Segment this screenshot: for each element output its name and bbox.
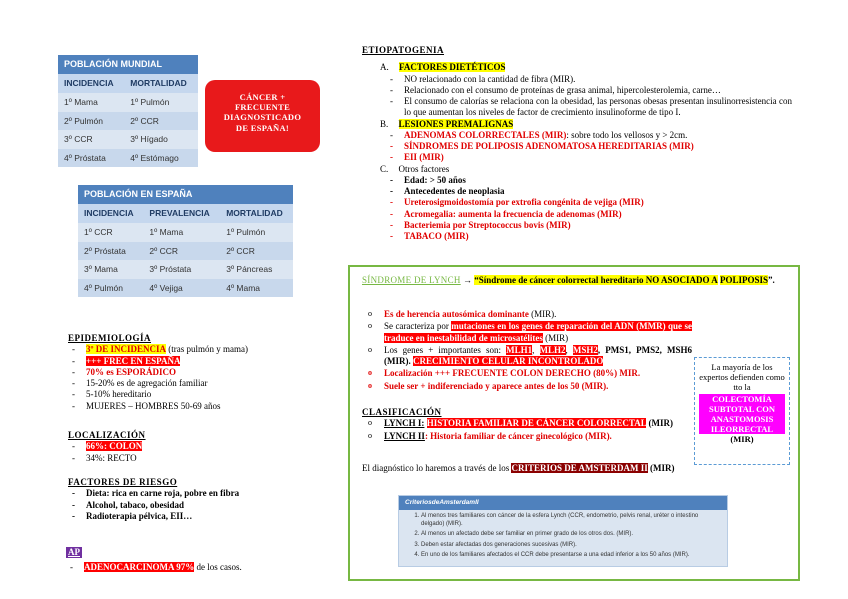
col-header: INCIDENCIA bbox=[78, 204, 143, 223]
list-item bbox=[362, 418, 692, 429]
lynch-syndrome-box bbox=[348, 265, 800, 581]
amsterdam-criteria-box bbox=[398, 495, 728, 567]
list-item: o Suele ser + indiferenciado y aparece antes de los 50 (MIR). bbox=[362, 381, 692, 392]
text: ADENOMAS COLORRECTALES (MIR) bbox=[404, 129, 567, 140]
list-item bbox=[68, 367, 308, 378]
list-item: - 5-10% hereditario bbox=[68, 389, 308, 400]
text: ”. bbox=[768, 275, 775, 285]
text: 70% es ESPORÁDICO bbox=[86, 366, 177, 377]
list-item: - SÍNDROMES DE POLIPOSIS ADENOMATOSA HEREDITARIAS (MIR) bbox=[386, 141, 792, 152]
callout-line: DIAGNOSTICADO bbox=[223, 112, 302, 123]
table-cell: 1º CCR bbox=[78, 223, 143, 242]
text: (MIR) bbox=[646, 418, 673, 429]
text: El diagnóstico lo haremos a través de los bbox=[362, 463, 512, 473]
criteria-item: 3. Deben estar afectadas dos generaciones sucesivas (MIR). bbox=[421, 542, 719, 550]
col-header: PREVALENCIA bbox=[143, 204, 220, 223]
list-item bbox=[386, 130, 792, 141]
gene: MLH2 bbox=[539, 344, 566, 355]
col-header: MORTALIDAD bbox=[220, 204, 293, 223]
list-item: - Edad: > 50 años bbox=[386, 175, 792, 186]
list-item bbox=[68, 344, 308, 355]
subsection-title: LESIONES PREMALIGNAS bbox=[398, 118, 514, 129]
list-item: - EII (MIR) bbox=[386, 152, 792, 163]
text: Es de herencia autosómica dominante bbox=[384, 309, 529, 319]
table-cell: 1º Pulmón bbox=[220, 223, 293, 242]
list-item bbox=[68, 441, 308, 452]
highlight: 3º DE INCIDENCIA bbox=[86, 344, 166, 355]
list-item: - Radioterapia pélvica, EII… bbox=[68, 511, 328, 522]
gene: MLH1 bbox=[506, 344, 533, 355]
section-heading: ETIOPATOGENIA bbox=[362, 45, 445, 55]
list-item: - Bacteriemia por Streptococcus bovis (MIR) bbox=[386, 220, 792, 231]
criteria-item: 4. En uno de los familiares afectados el CCR debe presentarse a una edad inferior a los 50 años (MIR). bbox=[421, 552, 719, 560]
treatment-callout bbox=[694, 357, 790, 465]
epidemiology-section bbox=[68, 333, 308, 412]
criteria-item: 1. Al menos tres familiares con cáncer de la esfera Lynch (CCR, endometrio, pelvis renal, uréter o intestino delgado) (MIR). bbox=[421, 513, 719, 528]
highlight: mutaciones en los genes de reparación del ADN (MMR) que se traduce en inestabilidad de microsatélites bbox=[384, 321, 692, 343]
list-item: - Relacionado con el consumo de proteínas de grasa animal, hipercolesterolemia, carne… bbox=[386, 85, 792, 96]
table-cell: 2º Próstata bbox=[78, 242, 143, 261]
list-item: - Acromegalia: aumenta la frecuencia de adenomas (MIR) bbox=[386, 209, 792, 220]
callout-line: CÁNCER + bbox=[239, 92, 286, 102]
pathology-section bbox=[66, 547, 326, 574]
text: , PMS1, PMS2, MSH6 (MIR). bbox=[384, 344, 693, 366]
table-cell: 2º CCR bbox=[124, 112, 198, 131]
list-item: - 15-20% es de agregación familiar bbox=[68, 378, 308, 389]
table-cell: 4º Mama bbox=[220, 279, 293, 298]
label: LYNCH II bbox=[384, 430, 425, 441]
list-item bbox=[362, 309, 692, 320]
list-item: o Localización +++ FRECUENTE COLON DERECHO (80%) MIR. bbox=[362, 368, 692, 379]
highlight: CRITERIOS DE AMSTERDAM II bbox=[511, 463, 648, 473]
list-item bbox=[68, 356, 308, 367]
table-cell: 1º Pulmón bbox=[124, 93, 198, 112]
subsection-title: FACTORES DIETÉTICOS bbox=[399, 62, 506, 73]
section-heading: LOCALIZACIÓN bbox=[68, 430, 146, 440]
text: (tras pulmón y mama) bbox=[165, 344, 248, 355]
text: de los casos. bbox=[194, 562, 242, 573]
table-cell: 4º Pulmón bbox=[78, 279, 143, 298]
subsection-a bbox=[362, 62, 792, 73]
table-cell: 1º Mama bbox=[58, 93, 124, 112]
list-item: - MUJERES – HOMBRES 50-69 años bbox=[68, 401, 308, 412]
section-heading: EPIDEMIOLOGÍA bbox=[68, 333, 152, 343]
label: LYNCH I: bbox=[384, 418, 425, 429]
table-cell: 3º Hígado bbox=[124, 130, 198, 149]
callout-line: DE ESPAÑA! bbox=[235, 122, 290, 133]
text: (MIR) bbox=[647, 463, 675, 473]
subsection-c bbox=[362, 164, 792, 175]
list-item: - TABACO (MIR) bbox=[386, 231, 792, 242]
list-item: - Antecedentes de neoplasia bbox=[386, 186, 792, 197]
table-cell: 4º Estómago bbox=[124, 149, 198, 168]
callout-line: FRECUENTE bbox=[234, 102, 291, 113]
table-cell: 4º Vejiga bbox=[143, 279, 220, 298]
world-population-table bbox=[58, 55, 198, 167]
highlight: HISTORIA FAMILIAR DE CÁNCER COLORRECTAL bbox=[426, 418, 647, 429]
list-item: - NO relacionado con la cantidad de fibra (MIR). bbox=[386, 74, 792, 85]
diagnosis-line bbox=[362, 463, 692, 474]
highlight: ADENOCARCINOMA 97% bbox=[84, 562, 195, 573]
list-item: - 34%: RECTO bbox=[68, 453, 308, 464]
list-item: - El consumo de calorías se relaciona con la obesidad, las personas obesas presentan insulinorresistencia con lo que aumentan los niveles de factor de crecimiento insulinoforme de tipo I. bbox=[386, 96, 792, 119]
list-item bbox=[66, 562, 326, 573]
list-item bbox=[362, 431, 692, 442]
callout-text: La mayoría de los expertos defienden como tto la bbox=[699, 362, 785, 393]
label: A. bbox=[380, 62, 389, 73]
list-item: - Ureterosigmoidostomía por extrofia congénita de vejiga (MIR) bbox=[386, 197, 792, 208]
risk-factors-section bbox=[68, 477, 328, 522]
label: C. bbox=[380, 163, 389, 174]
highlight: +++ FREC EN ESPAÑA bbox=[86, 355, 181, 366]
table-cell: 3º Mama bbox=[78, 260, 143, 279]
text: (MIR). bbox=[528, 309, 557, 319]
table-title: POBLACIÓN MUNDIAL bbox=[58, 55, 198, 74]
text: : Historia familiar de cáncer ginecológico (MIR). bbox=[424, 430, 612, 441]
section-heading: CLASIFICACIÓN bbox=[362, 407, 442, 417]
classification bbox=[362, 407, 692, 443]
lynch-title: SÍNDROME DE LYNCH bbox=[362, 275, 461, 285]
table-cell: 3º Páncreas bbox=[220, 260, 293, 279]
definition: POLIPOSIS bbox=[720, 275, 769, 285]
arrow-icon: → bbox=[462, 275, 472, 285]
highlight: COLECTOMÍA SUBTOTAL CON ANASTOMOSIS ILEORRECTAL bbox=[699, 394, 785, 435]
etiopathogenesis-section bbox=[362, 45, 792, 242]
text: : sobre todo los vellosos y > 2cm. bbox=[566, 129, 688, 140]
col-header: INCIDENCIA bbox=[58, 74, 124, 93]
spain-population-table bbox=[78, 185, 293, 297]
text: (MIR) bbox=[730, 434, 754, 445]
localization-section bbox=[68, 430, 308, 464]
text: Se caracteriza por bbox=[384, 321, 452, 332]
section-heading: FACTORES DE RIESGO bbox=[68, 477, 178, 487]
highlight: CRECIMIENTO CELULAR INCONTROLADO bbox=[413, 356, 604, 366]
highlight: 66%: COLON bbox=[86, 441, 143, 452]
text: (MIR) bbox=[542, 332, 569, 343]
gene: MSH2 bbox=[572, 344, 598, 355]
table-cell: 2º CCR bbox=[143, 242, 220, 261]
list-item bbox=[362, 321, 692, 344]
table-cell: 4º Próstata bbox=[58, 149, 124, 168]
lynch-features bbox=[362, 309, 692, 393]
section-heading: AP bbox=[68, 547, 80, 557]
table-cell: 2º Pulmón bbox=[58, 112, 124, 131]
table-cell: 3º Próstata bbox=[143, 260, 220, 279]
table-cell: 2º CCR bbox=[220, 242, 293, 261]
col-header: MORTALIDAD bbox=[124, 74, 198, 93]
table-cell: 1º Mama bbox=[143, 223, 220, 242]
table-cell: 3º CCR bbox=[58, 130, 124, 149]
subsection-b bbox=[362, 119, 792, 130]
list-item: o Los genes + importantes son: MLH1, MLH2, MSH2, PMS1, PMS2, MSH6 (MIR). CRECIMIENTO CELULAR INCONTROLADO bbox=[362, 345, 692, 368]
most-frequent-cancer-callout bbox=[205, 80, 320, 152]
text: Los genes + importantes son: bbox=[384, 344, 507, 355]
subsection-title: Otros factores bbox=[398, 163, 450, 174]
criteria-title: CriteriosdeAmsterdamII bbox=[399, 496, 727, 510]
list-item: - Alcohol, tabaco, obesidad bbox=[68, 500, 328, 511]
label: B. bbox=[380, 118, 389, 129]
definition: “Síndrome de cáncer colorrectal hereditario NO ASOCIADO A bbox=[474, 275, 718, 285]
lynch-header bbox=[362, 275, 790, 286]
table-title: POBLACIÓN EN ESPAÑA bbox=[78, 185, 293, 204]
list-item: - Dieta: rica en carne roja, pobre en fibra bbox=[68, 488, 328, 499]
criteria-item: 2. Al menos un afectado debe ser familiar en primer grado de los otros dos. (MIR). bbox=[421, 531, 719, 539]
